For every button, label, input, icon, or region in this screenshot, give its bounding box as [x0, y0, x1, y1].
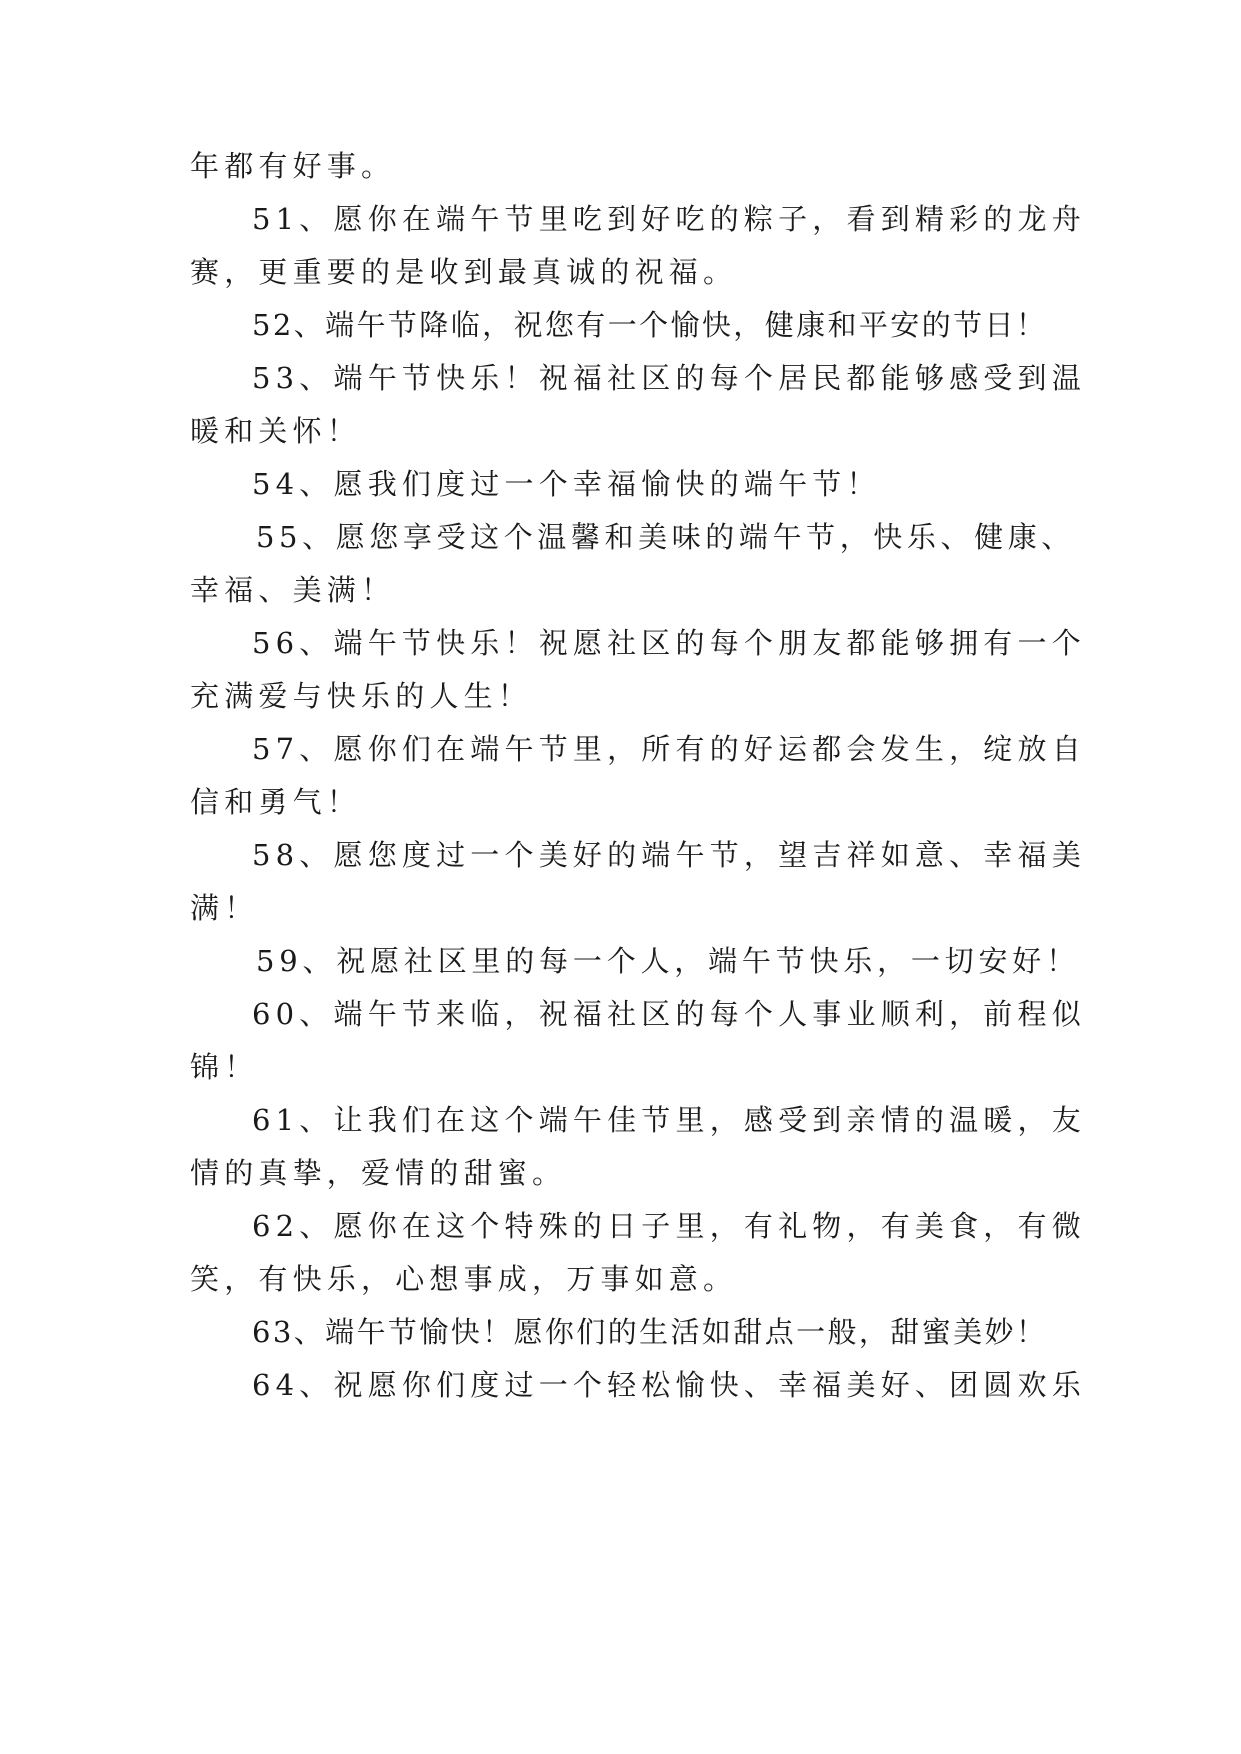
text-line: 赛，更重要的是收到最真诚的祝福。: [190, 255, 738, 289]
text-line: 暖和关怀！: [190, 414, 362, 448]
text-line: 63、端午节愉快！愿你们的生活如甜点一般，甜蜜美妙！: [252, 1315, 1048, 1349]
text-line: 锦！: [190, 1050, 259, 1084]
text-line: 59、祝愿社区里的每一个人，端午节快乐，一切安好！: [256, 944, 1080, 978]
text-line: 信和勇气！: [190, 785, 362, 819]
text-line: 52、端午节降临，祝您有一个愉快，健康和平安的节日！: [252, 308, 1048, 342]
text-line: 年都有好事。: [190, 149, 396, 183]
text-line: 60、端午节来临，祝福社区的每个人事业顺利，前程似: [252, 997, 1086, 1031]
text-line: 51、愿你在端午节里吃到好吃的粽子，看到精彩的龙舟: [252, 202, 1086, 236]
text-line: 54、愿我们度过一个幸福愉快的端午节！: [252, 467, 881, 501]
text-line: 64、祝愿你们度过一个轻松愉快、幸福美好、团圆欢乐: [252, 1368, 1086, 1402]
text-line: 充满爱与快乐的人生！: [190, 679, 533, 713]
text-line: 情的真挚，爱情的甜蜜。: [190, 1156, 567, 1190]
text-line: 满！: [190, 891, 259, 925]
text-line: 61、让我们在这个端午佳节里，感受到亲情的温暖，友: [252, 1103, 1086, 1137]
text-line: 57、愿你们在端午节里，所有的好运都会发生，绽放自: [252, 732, 1086, 766]
text-line: 53、端午节快乐！祝福社区的每个居民都能够感受到温: [252, 361, 1086, 395]
text-line: 幸福、美满！: [190, 573, 396, 607]
text-line: 56、端午节快乐！祝愿社区的每个朋友都能够拥有一个: [252, 626, 1086, 660]
text-line: 笑，有快乐，心想事成，万事如意。: [190, 1262, 738, 1296]
text-line: 55、愿您享受这个温馨和美味的端午节，快乐、健康、: [256, 520, 1075, 554]
text-line: 58、愿您度过一个美好的端午节，望吉祥如意、幸福美: [252, 838, 1086, 872]
text-line: 62、愿你在这个特殊的日子里，有礼物，有美食，有微: [252, 1209, 1086, 1243]
